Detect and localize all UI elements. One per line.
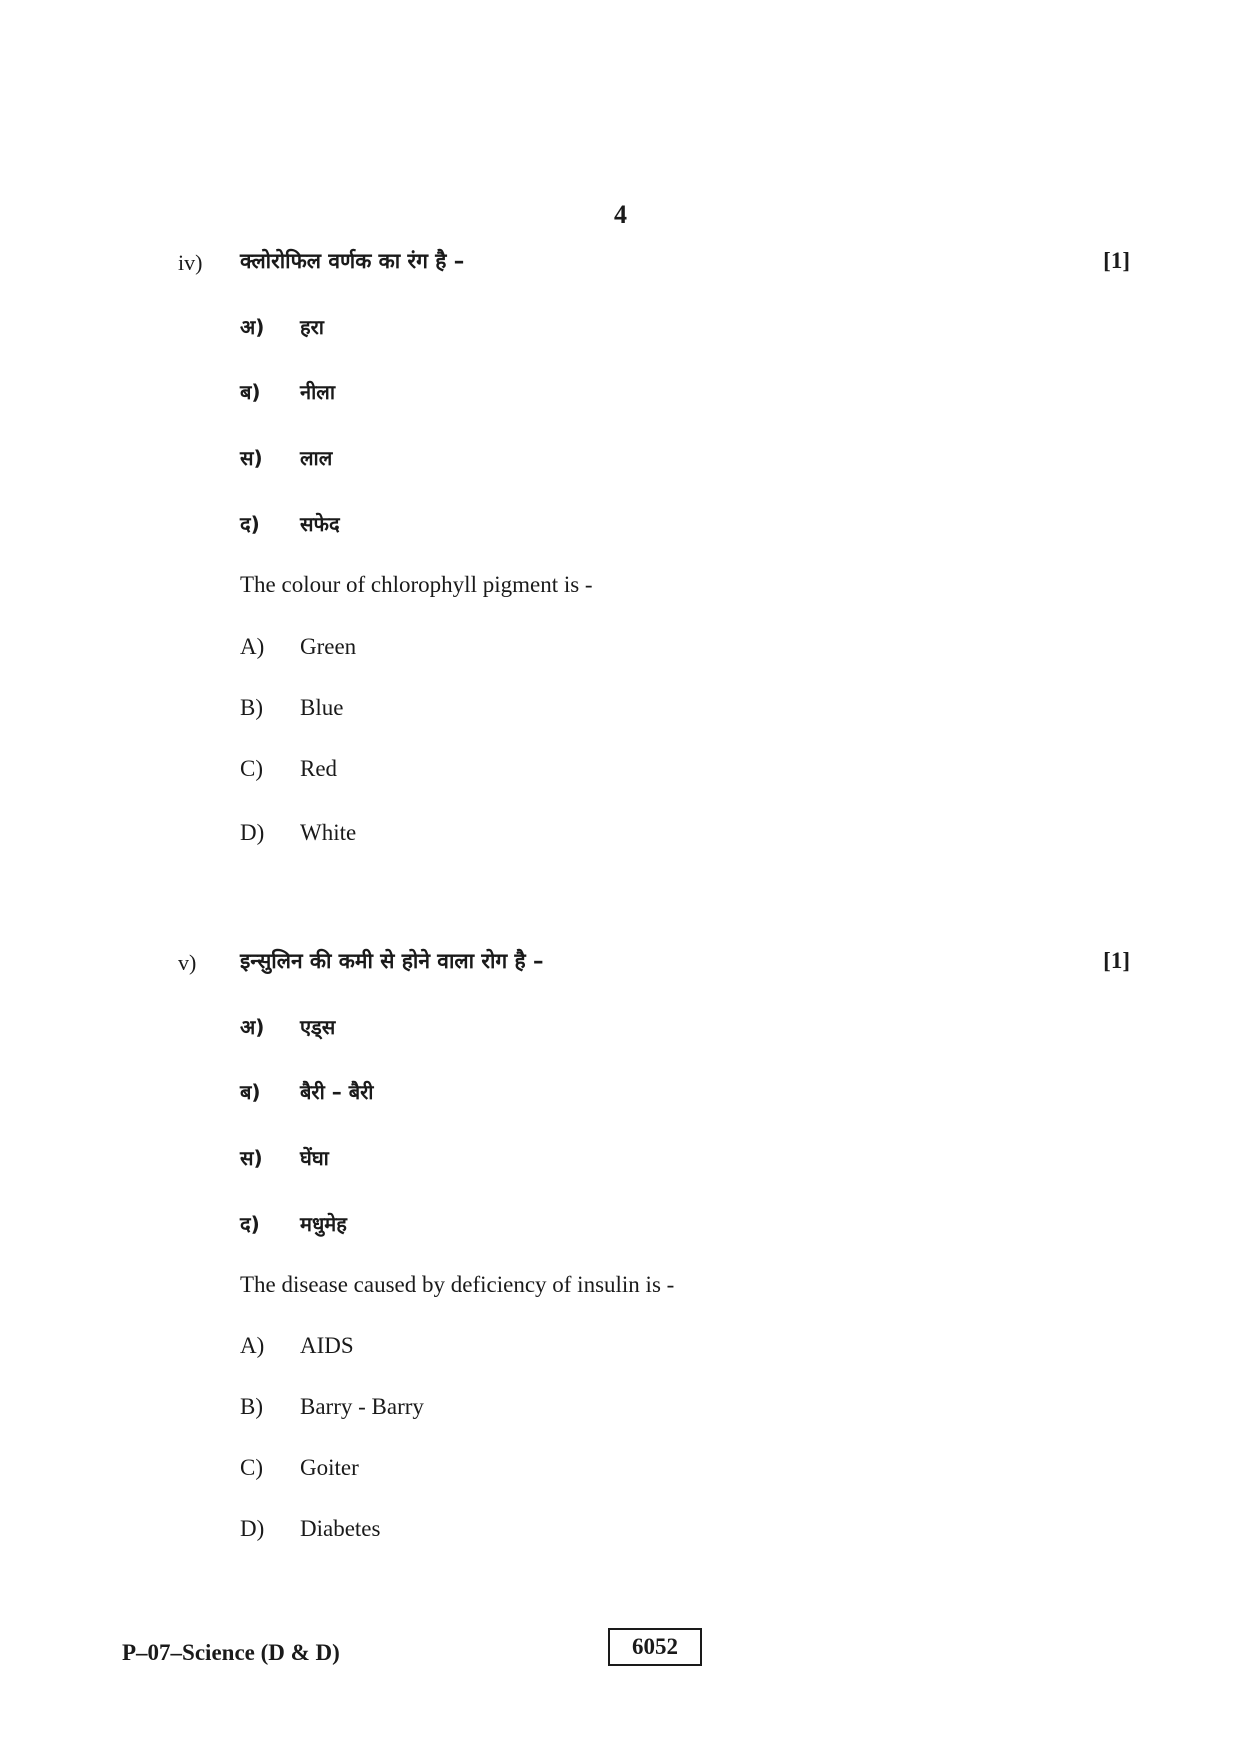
question-text-hindi: इन्सुलिन की कमी से होने वाला रोग है – — [240, 949, 544, 973]
option-text: White — [300, 820, 357, 845]
option-letter: B) — [240, 695, 263, 720]
question-marks: [1] — [1103, 248, 1130, 273]
option-text: Blue — [300, 695, 344, 720]
question-marks: [1] — [1103, 948, 1130, 973]
paper-code: P–07–Science (D & D) — [122, 1640, 340, 1665]
option-text: हरा — [300, 315, 324, 339]
option-letter: C) — [240, 1455, 263, 1480]
option-letter: अ) — [240, 1015, 265, 1039]
option-text: बैरी – बैरी — [300, 1080, 374, 1104]
question-text-english: The disease caused by deficiency of insulin is - — [240, 1272, 675, 1297]
question-number: v) — [178, 950, 197, 975]
question-text-english: The colour of chlorophyll pigment is - — [240, 572, 593, 597]
option-letter: A) — [240, 634, 265, 659]
option-letter: ब) — [240, 1080, 261, 1104]
option-text: AIDS — [300, 1333, 354, 1358]
option-text: एड्स — [300, 1015, 336, 1039]
option-letter: स) — [240, 1146, 263, 1170]
option-text: लाल — [300, 446, 333, 470]
option-text: मधुमेह — [300, 1212, 347, 1236]
option-letter: D) — [240, 820, 265, 845]
option-letter: द) — [240, 512, 260, 536]
option-text: Red — [300, 756, 338, 781]
page-code-box: 6052 — [608, 1628, 702, 1666]
question-number: iv) — [178, 250, 203, 275]
option-text: नीला — [300, 380, 336, 404]
option-letter: A) — [240, 1333, 265, 1358]
option-letter: द) — [240, 1212, 260, 1236]
option-text: Green — [300, 634, 357, 659]
option-text: Diabetes — [300, 1516, 381, 1541]
option-text: सफेद — [300, 512, 340, 536]
option-letter: B) — [240, 1394, 263, 1419]
option-letter: स) — [240, 446, 263, 470]
option-text: Barry - Barry — [300, 1394, 424, 1419]
option-letter: ब) — [240, 380, 261, 404]
option-letter: C) — [240, 756, 263, 781]
option-text: Goiter — [300, 1455, 359, 1480]
option-text: घेंघा — [300, 1146, 329, 1170]
option-letter: अ) — [240, 315, 265, 339]
question-text-hindi: क्लोरोफिल वर्णक का रंग है – — [240, 249, 465, 273]
option-letter: D) — [240, 1516, 265, 1541]
page-number: 4 — [614, 200, 627, 229]
